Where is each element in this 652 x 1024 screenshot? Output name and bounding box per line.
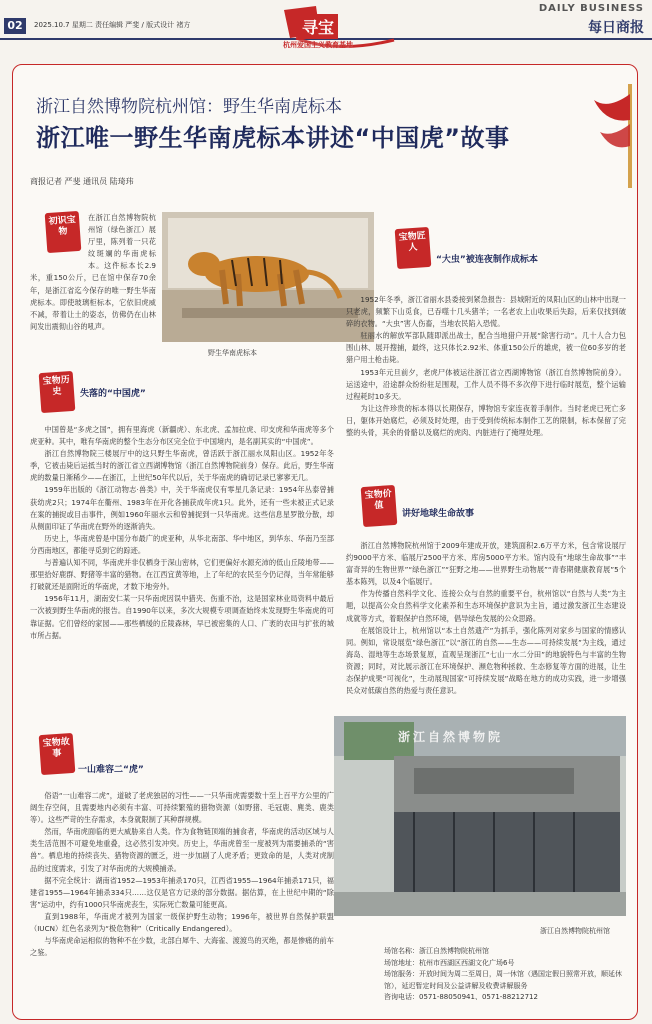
section3-tag: 宝物匠人 (395, 227, 432, 269)
intro-text: 在浙江自然博物院杭州馆（绿色浙江）展厅里，陈列着一只花纹斑斓的华南虎标本。这件标本长2.9米，重150公斤，已在馆中保存70余年，是浙江省迄今保存的唯一野生华南虎标本。即使玻璃柜标本，它依旧虎威不减，带着让土的姿态，仿佛仍在山林间发出震彻山谷的吼声。 (30, 213, 156, 331)
section2-p3: 据不完全统计：湖南省1952—1953年捕杀170只，江西省1955—1964年捕杀171只，福建省1955—1964年捕杀334只……这仅是官方记录的部分数据。据估算，在上世纪中期的“除害”运动中，约有1000只华南虎丧生，实际死亡数量可能更高。 (30, 875, 334, 909)
issue-meta: 2025.10.7 星期二 责任编辑 严斐 / 版式设计 褚方 (34, 21, 191, 29)
section1-p6: 1956年11月，湖南安仁某一只华南虎因误中猎夹、伤重不治，这是国家林业局资料中最后一次被到野生华南虎的报告。自1990年以来，多次大规模专项调查始终未发现野生华南虎的可靠证据。它们曾经的家园——那些栖缓的丘陵森林，早已被密集的人口、广袤的农田与扩张的城市所占据。 (30, 594, 334, 640)
section1-p5: 与普遍认知不同，华南虎并非仅栖身于深山密林，它们更偏好水源充沛的低山丘陵地带——那里拾好鹿群、野猪等丰富的猎物。在江西宜黄等地，上了年纪的农民至今仍记得，当年常能够打破就还是面附近的华南虎，才数下地旁外。 (30, 558, 334, 592)
section1-p3: 1959年出版的《浙江动物志·兽类》中，关于华南虎仅有零星几条记录：1954年丛泰曾捕获幼虎2只；1974年在衢州、1983年在开化各捕获成年虎1只。此外，还有一些未被正式记录在案的捕捉或目击事件，例如1960年丽水云和曾捕捉到一只华南虎。这些信息星罗散分散，却从侧面印证了华南虎在野外的逐渐消失。 (30, 485, 334, 531)
section2-p2: 然而，华南虎面临的更大威胁来自人类。作为食物链顶端的捕食者，华南虎的活动区域与人类生活范围不可避免地重叠，这必然引发冲突。历史上，华南虎曾至一度被列为需要捕杀的“害兽”。栖息地的持续丧失、猎物资源的匮乏，进一步加剧了人虎矛盾；更致命的是，人类对虎制品的过度需求，引发了对华南虎的大规模捕杀。 (30, 827, 334, 873)
section2-p5: 与华南虎命运相似的物种不在少数，北部白犀牛、大海雀、渡渡鸟的灭绝，都是惨痛的前车之鉴。 (30, 936, 334, 958)
brand-chinese: 每日商报 (588, 20, 644, 36)
museum-sign: 浙江自然博物院 (398, 730, 504, 744)
section4-body (346, 540, 626, 697)
info-phone: 咨询电话：0571-88050941、0571-88212712 (384, 993, 538, 1001)
byline: 商报记者 严斐 通讯员 陆琦玮 (30, 177, 134, 186)
section2-title: 一山难容二“虎” (78, 765, 144, 775)
intro-paragraph (30, 212, 156, 333)
section3-p1: 1952年冬季，浙江省丽水县委接到紧急报告：县城附近的凤阳山区的山林中出现一只老虎，频繁下山觅食，已吞噬十几头猪羊；一名老农上山收果后失踪，后来仅找到破碎的衣物。“大虫”害人伤畜，当地农民陷入恐慌。 (346, 295, 626, 329)
section2-tag: 宝物故事 (39, 733, 76, 775)
museum-building-photo (334, 716, 626, 916)
section4-p2: 作为传播自然科学文化、连接公众与自然的重要平台，杭州馆以“自然与人类”为主题，以提高公众自然科学文化素养和生态环境保护意识为主旨，通过激发浙江生态建设成就等方式，着眼保护自然环境，倡导绿色发展的公众思路。 (346, 589, 626, 623)
section3-p3: 1953年元旦前夕，老虎尸体被运往浙江省立西湖博物馆（浙江自然博物院前身）。运送途中，沿途群众纷纷驻足围观，工作人员不得不多次停下进行临时展览，整个运输过程耗时10多天。 (346, 367, 626, 401)
tiger-specimen-photo (162, 212, 374, 342)
section3-title: “大虫”被连夜制作成标本 (436, 255, 538, 265)
section3-p4: 为让这件珍贵的标本得以长期保存，博物馆专家连夜着手制作。当时老虎已死亡多日，躯体开始腐烂，必须及时处理，由于受到传统标本制作工艺的限制，标本保留了完整的头骨，其余的骨骼以及腐烂的虎肉、内脏进行了掩埋处理。 (346, 403, 626, 438)
section4-p1: 浙江自然博物院杭州馆于2009年建成开放，建筑面积2.6万平方米，包含常设展厅约9000平方米、临展厅2500平方米、库房5000平方米。馆内设有“地球生命故事”“丰富奇异的生物世界”“绿色浙江”“狂野之地——世界野生动物展”“青春期健康教育展”5个基本陈列，以及4个临展厅。 (346, 541, 626, 587)
tiger-photo-caption: 野生华南虎标本 (208, 349, 257, 357)
section1-body (30, 424, 334, 642)
museum-photo-caption: 浙江自然博物院杭州馆 (540, 927, 610, 935)
section4-tag: 宝物价值 (361, 485, 398, 527)
section2-p1: 俗语“一山难容二虎”，道破了老虎独居的习性——一只华南虎需要数十至上百平方公里的广阔生存空间，且需要地内必须有丰富、可持续繁殖的猎物资源（如野猪、毛冠鹿、麂类、鹿类等）。这些严苛的生存需求，本身就限制了其种群规模。 (30, 791, 334, 825)
section1-p2: 浙江自然博物院三楼展厅中的这只野生华南虎，曾活跃于浙江丽水凤阳山区。1952年冬季，它被击毙后运抵当时的浙江省立西湖博物馆（浙江自然博物院前身）保存。此后，野生华南虎的数量日渐稀少——在浙江，上世纪50年代以后，关于华南虎的确切记录已寥寥无几。 (30, 449, 334, 483)
section4-p3: 在展馆设计上，杭州馆以“本土自然遗产”为抓手，强化陈列对家乡与国家的情感认同。例如，常设展览“绿色浙江”以“浙江的自然——生态——可持续发展”为主线，通过海岛、湿地等生态场景复原，直观呈现浙江“七山一水二分田”的地貌特色与丰富的生物资源；同时，对比展示浙江在环境保护、濒危物种拯救、生态修复等方面的进展，让生态保护成果“可视化”，生动展现国家“可持续发展”战略在地方的成功实践，进一步增强民众对低碳自然的热爱与责任意识。 (346, 625, 626, 696)
section3-p2: 驻丽水的解放军部队随即派出战士，配合当地猎户开展“除害行动”。几十人合力包围山林、展开搜捕，最终，这只体长2.92米、体重150公斤的雄虎，被一位60多岁的老猎户用土枪击毙。 (346, 331, 626, 365)
section2-p4: 直到1988年，华南虎才被列为国家一级保护野生动物；1996年，被世界自然保护联盟（IUCN）红色名录列为“极危物种”（Critically Endangered）。 (30, 911, 334, 934)
section4-title: 讲好地球生命故事 (402, 509, 475, 519)
kicker: 浙江自然博物院杭州馆：野生华南虎标本 (36, 97, 342, 117)
section1-p4: 历史上，华南虎曾是中国分布最广的虎亚种，从华北南部、华中地区，到华东、华南乃至部分西南地区，都能寻觅到它的踪迹。 (30, 533, 334, 555)
headline: 浙江唯一野生华南虎标本讲述“中国虎”故事 (36, 124, 510, 152)
section1-p1: 中国曾是“多虎之国”，拥有里海虎（新疆虎）、东北虎、孟加拉虎、印支虎和华南虎等多个虎亚种。其中，唯有华南虎的整个生态分布区完全位于中国境内，是名副其实的“中国虎”。 (30, 425, 334, 447)
info-service: 场馆服务：开放时间为周二至周日，周一休馆（遇国定假日照常开放，顺延休馆），延迟暂定时间及公益讲解及收费讲解服务 (384, 970, 622, 990)
visitor-info-box (384, 946, 624, 1004)
intro-tag: 初识宝物 (45, 211, 82, 253)
column-subtitle: 杭州爱国主义教育基地 (283, 41, 353, 49)
info-address: 场馆地址：杭州市西湖区西湖文化广场6号 (384, 958, 515, 967)
info-venue-name: 场馆名称：浙江自然博物院杭州馆 (384, 947, 489, 955)
section1-tag: 宝物历史 (39, 371, 76, 413)
page-number: 02 (4, 18, 26, 34)
column-title: 寻宝 (298, 14, 338, 39)
flag-decoration (588, 80, 644, 190)
section2-body (30, 790, 334, 959)
section3-body (346, 294, 626, 439)
brand-english: DAILY BUSINESS (538, 3, 644, 14)
section1-title: 失落的“中国虎” (80, 389, 146, 399)
